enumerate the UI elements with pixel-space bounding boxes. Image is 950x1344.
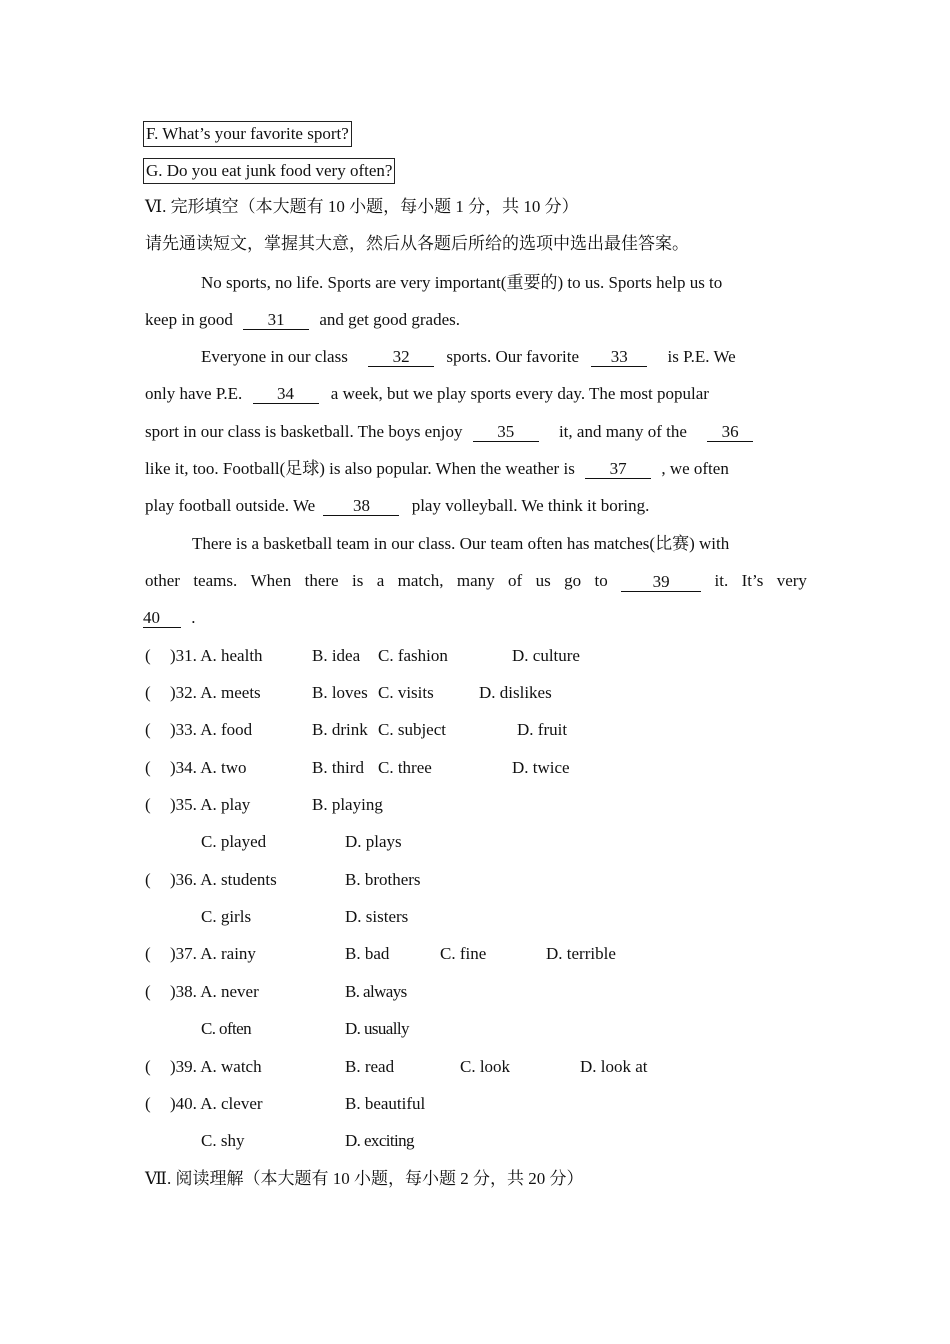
question-31-option-b: B. idea <box>312 646 361 665</box>
passage-text: sports. Our favorite <box>446 347 579 366</box>
question-35-stem: )35. A. play <box>170 795 251 814</box>
question-33-option-d: D. fruit <box>517 720 568 739</box>
passage-line <box>143 607 196 629</box>
question-34-option-b: B. third <box>312 758 364 777</box>
question-35-option-c: C. played <box>201 832 267 851</box>
option-box-g <box>143 158 395 184</box>
section-6-instruction: 请先通读短文，掌握其大意，然后从各题后所给的选项中选出最佳答案。 <box>145 234 689 253</box>
passage-text: play volleyball. We think it boring. <box>411 496 650 515</box>
answer-paren: ( <box>145 646 151 665</box>
option-box-f <box>143 121 352 147</box>
option-g-text: G. Do you eat junk food very often? <box>146 161 393 180</box>
question-38-option-d: D. usually <box>345 1019 409 1038</box>
answer-paren: ( <box>145 982 151 1001</box>
passage-line <box>145 495 649 517</box>
passage-line-justified <box>145 570 807 592</box>
passage-word: of <box>508 571 523 590</box>
passage-text: only have P.E. <box>145 384 243 403</box>
blank-40: 40 <box>143 608 181 628</box>
blank-31: 31 <box>243 310 309 330</box>
question-40-option-b: B. beautiful <box>345 1094 426 1113</box>
passage-word: it. <box>714 571 729 590</box>
passage-text: sport in our class is basketball. The boys enjoy <box>145 422 463 441</box>
question-32-stem: )32. A. meets <box>170 683 261 702</box>
passage-text: Everyone in our class <box>201 347 348 366</box>
question-38-option-b: B. always <box>345 982 407 1001</box>
question-36-stem: )36. A. students <box>170 870 277 889</box>
question-35-option-b: B. playing <box>312 795 383 814</box>
question-40-stem: )40. A. clever <box>170 1094 263 1113</box>
passage-word: to <box>594 571 608 590</box>
passage-word: many <box>456 571 495 590</box>
passage-word: match, <box>397 571 444 590</box>
passage-line <box>145 458 729 480</box>
question-36-option-d: D. sisters <box>345 907 409 926</box>
question-32-option-c: C. visits <box>378 683 434 702</box>
passage-word: very <box>776 571 807 590</box>
answer-paren: ( <box>145 720 151 739</box>
passage-word: go <box>564 571 582 590</box>
question-33-option-b: B. drink <box>312 720 368 739</box>
passage-text: like it, too. Football(足球) is also popular. When the weather is <box>145 459 575 478</box>
question-38-stem: )38. A. never <box>170 982 259 1001</box>
answer-paren: ( <box>145 758 151 777</box>
question-39-option-d: D. look at <box>580 1057 648 1076</box>
passage-word: other <box>145 571 180 590</box>
question-31-option-c: C. fashion <box>378 646 448 665</box>
passage-word: there <box>304 571 339 590</box>
blank-34: 34 <box>253 384 319 404</box>
question-34-option-d: D. twice <box>512 758 570 777</box>
passage-text: play football outside. We <box>145 496 316 515</box>
passage-word: When <box>250 571 292 590</box>
question-39-stem: )39. A. watch <box>170 1057 262 1076</box>
question-36-option-b: B. brothers <box>345 870 421 889</box>
section-6-heading: Ⅵ. 完形填空（本大题有 10 小题，每小题 1 分，共 10 分） <box>145 197 579 216</box>
question-32-option-b: B. loves <box>312 683 368 702</box>
passage-text: , we often <box>661 459 729 478</box>
answer-paren: ( <box>145 944 151 963</box>
passage-line: No sports, no life. Sports are very important(重要的) to us. Sports help us to <box>201 273 723 292</box>
answer-paren: ( <box>145 1094 151 1113</box>
question-33-option-c: C. subject <box>378 720 446 739</box>
passage-word: us <box>535 571 551 590</box>
question-39-option-c: C. look <box>460 1057 511 1076</box>
passage-word: It’s <box>741 571 764 590</box>
passage-line <box>145 309 460 331</box>
question-34-option-c: C. three <box>378 758 432 777</box>
passage-text: and get good grades. <box>319 310 461 329</box>
question-39-option-b: B. read <box>345 1057 395 1076</box>
passage-text: keep in good <box>145 310 233 329</box>
question-36-option-c: C. girls <box>201 907 252 926</box>
passage-line <box>145 383 709 405</box>
question-33-stem: )33. A. food <box>170 720 253 739</box>
passage-line: There is a basketball team in our class. Our team often has matches(比赛) with <box>192 534 730 553</box>
question-40-option-d: D. exciting <box>345 1131 414 1150</box>
blank-33: 33 <box>591 347 647 367</box>
question-32-option-d: D. dislikes <box>479 683 552 702</box>
question-38-option-c: C. often <box>201 1019 251 1038</box>
question-37-option-d: D. terrible <box>546 944 616 963</box>
option-f-text: F. What’s your favorite sport? <box>146 124 349 143</box>
passage-word: teams. <box>193 571 238 590</box>
question-31-stem: )31. A. health <box>170 646 263 665</box>
question-31-option-d: D. culture <box>512 646 580 665</box>
passage-text: . <box>191 608 196 627</box>
blank-35: 35 <box>473 422 539 442</box>
question-40-option-c: C. shy <box>201 1131 245 1150</box>
question-37-stem: )37. A. rainy <box>170 944 256 963</box>
question-37-option-b: B. bad <box>345 944 390 963</box>
passage-text: it, and many of the <box>558 422 687 441</box>
blank-37: 37 <box>585 459 651 479</box>
section-7-heading: Ⅶ. 阅读理解（本大题有 10 小题，每小题 2 分，共 20 分） <box>145 1169 584 1188</box>
question-37-option-c: C. fine <box>440 944 487 963</box>
passage-word: a <box>376 571 385 590</box>
blank-39: 39 <box>621 572 701 592</box>
passage-line <box>201 346 736 368</box>
answer-paren: ( <box>145 870 151 889</box>
question-35-option-d: D. plays <box>345 832 402 851</box>
passage-text: a week, but we play sports every day. The most popular <box>330 384 709 403</box>
blank-32: 32 <box>368 347 434 367</box>
passage-line <box>145 421 753 443</box>
answer-paren: ( <box>145 683 151 702</box>
passage-word: is <box>351 571 364 590</box>
question-34-stem: )34. A. two <box>170 758 247 777</box>
passage-text: is P.E. We <box>667 347 736 366</box>
blank-36: 36 <box>707 422 753 442</box>
blank-38: 38 <box>323 496 399 516</box>
answer-paren: ( <box>145 1057 151 1076</box>
answer-paren: ( <box>145 795 151 814</box>
